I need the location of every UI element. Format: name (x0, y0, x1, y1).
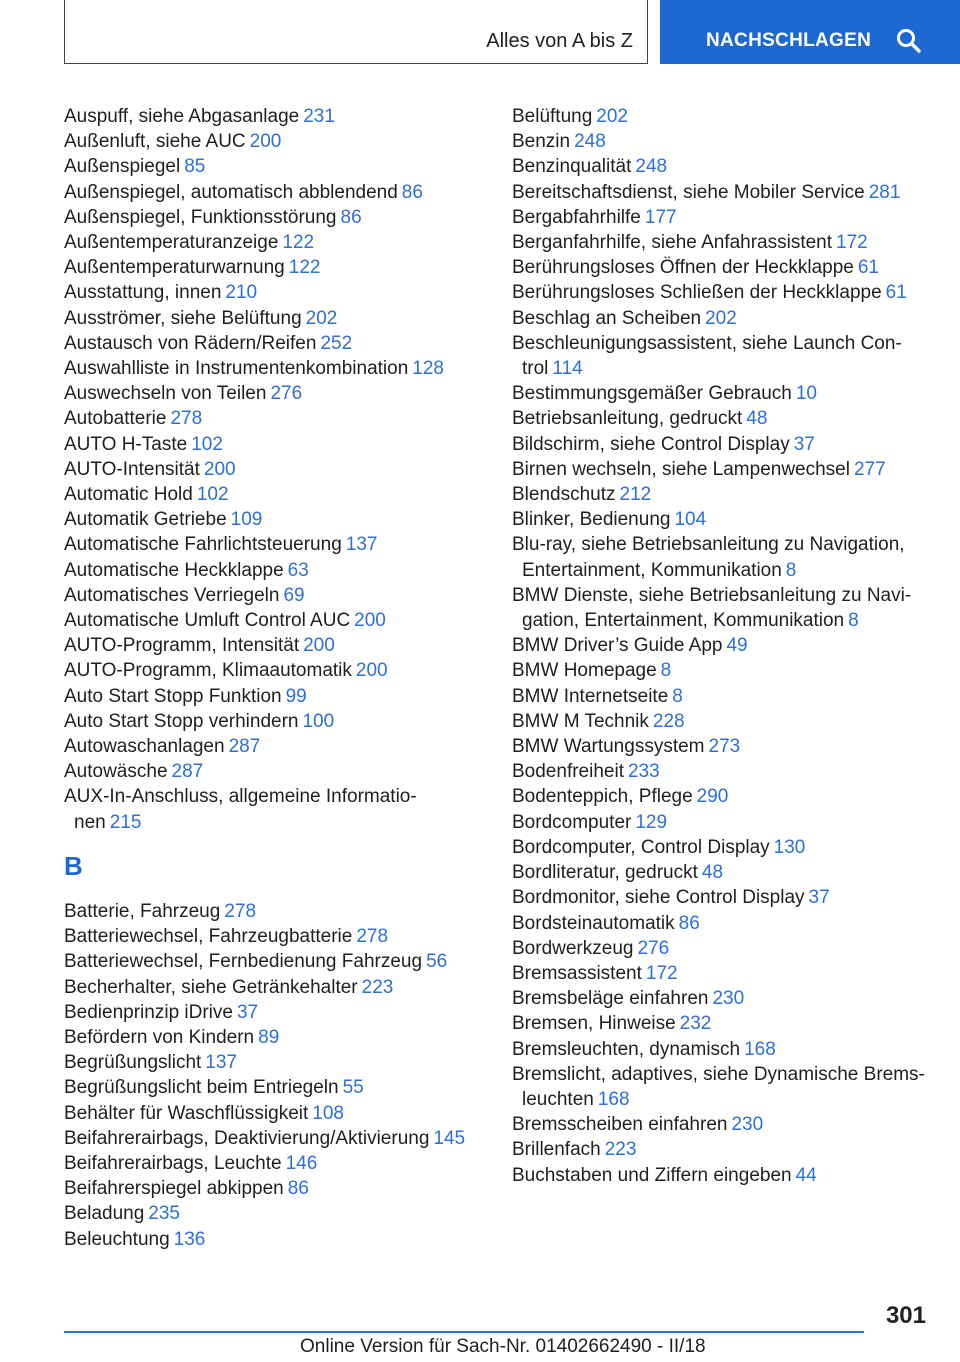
page-link[interactable]: 10 (795, 383, 817, 405)
index-term: BMW Driver’s Guide App (512, 635, 723, 657)
index-entry (64, 406, 474, 431)
index-term: Beifahrerairbags, Deaktivierung/Aktivierung (64, 1127, 430, 1149)
index-term: AUX-In-Anschluss, allgemeine Informatio- nen (64, 786, 417, 833)
index-entry (64, 734, 474, 759)
page-link[interactable]: 48 (746, 408, 768, 430)
page-link[interactable]: 223 (361, 976, 394, 998)
index-entry (512, 1062, 932, 1112)
page-link[interactable]: 228 (652, 710, 685, 732)
index-term: Bestimmungsgemäßer Gebrauch (512, 383, 792, 405)
index-term: Außenspiegel (64, 156, 181, 178)
index-term: Befördern von Kindern (64, 1026, 255, 1048)
index-term: Autobatterie (64, 408, 167, 430)
index-term: Bergabfahrhilfe (512, 206, 641, 228)
page-link[interactable]: 48 (701, 862, 724, 884)
page-link[interactable]: 277 (853, 458, 886, 480)
index-column-right (512, 104, 932, 1188)
page-link[interactable]: 136 (173, 1228, 206, 1250)
index-entry (512, 532, 932, 582)
page-link[interactable]: 232 (679, 1013, 712, 1035)
page-link[interactable]: 223 (604, 1139, 637, 1161)
page-link[interactable]: 278 (170, 408, 203, 430)
index-term: Buchstaben und Ziffern eingeben (512, 1164, 792, 1186)
index-term: Bremsassistent (512, 962, 642, 984)
index-entry (64, 457, 474, 482)
index-term: Außenspiegel, Funktionsstörung (64, 206, 337, 228)
index-term: Berührungsloses Schließen der Heckklappe (512, 282, 882, 304)
page-link[interactable]: 8 (660, 660, 672, 682)
index-term: Automatisches Verriegeln (64, 584, 280, 606)
index-list-b (64, 899, 474, 1252)
index-term: Bremsleuchten, dynamisch (512, 1038, 741, 1060)
index-term: Außenspiegel, automatisch abblendend (64, 181, 398, 203)
index-entry (64, 784, 474, 834)
page-link[interactable]: 200 (355, 660, 388, 682)
page-link[interactable]: 248 (635, 156, 668, 178)
index-term: BMW Homepage (512, 660, 657, 682)
index-entry (512, 457, 932, 482)
index-entry (512, 936, 932, 961)
index-entry (512, 280, 932, 305)
page-link[interactable]: 61 (885, 282, 907, 304)
page-link[interactable]: 287 (171, 761, 204, 783)
index-term: Bordcomputer, Control Display (512, 836, 770, 858)
page-link[interactable]: 230 (731, 1114, 764, 1136)
footer-divider (64, 1331, 864, 1333)
page-link[interactable]: 290 (696, 786, 729, 808)
page-link[interactable]: 215 (109, 811, 142, 833)
page-link[interactable]: 172 (645, 962, 678, 984)
page-link[interactable]: 61 (857, 257, 879, 279)
index-entry (64, 709, 474, 734)
index-entry (512, 406, 932, 431)
index-entry (512, 1011, 932, 1036)
index-term: Automatische Umluft Control AUC (64, 610, 351, 632)
index-entry (512, 482, 932, 507)
index-entry (64, 975, 474, 1000)
index-term: Bremslicht, adaptives, siehe Dynamische Brems- leuchten (512, 1063, 925, 1110)
index-entry (64, 1025, 474, 1050)
index-term: Auswechseln von Teilen (64, 383, 267, 405)
header-section-tab (64, 0, 648, 64)
index-entry (64, 205, 474, 230)
page-link[interactable]: 56 (426, 951, 448, 973)
index-term: Brillenfach (512, 1139, 601, 1161)
index-entry (512, 255, 932, 280)
index-term: Außentemperaturanzeige (64, 232, 279, 254)
index-term: Bordwerkzeug (512, 937, 634, 959)
index-entry (64, 924, 474, 949)
page-link[interactable]: 172 (836, 232, 868, 254)
index-entry (64, 532, 474, 557)
index-term: AUTO-Programm, Intensität (64, 635, 300, 657)
index-entry (64, 129, 474, 154)
index-entry (64, 1075, 474, 1100)
nachschlagen-nav-button[interactable] (660, 0, 960, 64)
search-icon (896, 28, 922, 54)
index-term: Benzinqualität (512, 156, 632, 178)
index-term: Begrüßungslicht beim Entriegeln (64, 1077, 339, 1099)
index-entry (512, 230, 932, 255)
page-link[interactable]: 235 (148, 1203, 180, 1225)
index-term: AUTO-Programm, Klimaautomatik (64, 660, 352, 682)
page-link[interactable]: 114 (552, 358, 583, 380)
index-term: Automatic Hold (64, 484, 193, 506)
index-entry (64, 306, 474, 331)
index-term: Benzin (512, 131, 571, 153)
index-term: BMW Dienste, siehe Betriebsanleitung zu Navi- gation, Entertainment, Kommunikation (512, 584, 912, 632)
index-term: Birnen wechseln, siehe Lampenwechsel (512, 458, 850, 480)
index-term: Bordmonitor, siehe Control Display (512, 887, 805, 909)
index-entry (512, 205, 932, 230)
index-term: Ausströmer, siehe Belüftung (64, 307, 302, 329)
index-entry (512, 860, 932, 885)
index-term: Blinker, Bedienung (512, 509, 671, 531)
page-link[interactable]: 99 (285, 685, 307, 707)
page-link[interactable]: 63 (287, 559, 309, 581)
index-term: Ausstattung, innen (64, 282, 222, 304)
index-entry (64, 1101, 474, 1126)
index-entry (64, 1126, 474, 1151)
index-entry (512, 104, 932, 129)
index-term: Bedienprinzip iDrive (64, 1001, 233, 1023)
index-term: BMW M Technik (512, 710, 649, 732)
index-entry (64, 482, 474, 507)
index-entry (512, 835, 932, 860)
page-link[interactable]: 100 (302, 710, 335, 732)
page-link[interactable]: 273 (708, 736, 741, 758)
index-entry (64, 1151, 474, 1176)
index-list-b-continued (512, 104, 932, 1188)
page-link[interactable]: 129 (635, 811, 668, 833)
index-entry (512, 759, 932, 784)
page-link[interactable]: 230 (712, 988, 745, 1010)
index-entry (512, 180, 932, 205)
page-link[interactable]: 202 (705, 307, 737, 329)
index-entry (64, 280, 474, 305)
section-letter-b: B (64, 850, 83, 881)
index-entry (512, 810, 932, 835)
index-entry (64, 331, 474, 356)
page-link[interactable]: 109 (230, 509, 263, 531)
index-term: BMW Internetseite (512, 685, 669, 707)
page-link[interactable]: 287 (228, 736, 261, 758)
page-link[interactable]: 137 (345, 534, 378, 556)
page-link[interactable]: 37 (808, 887, 830, 909)
index-entry (64, 633, 474, 658)
index-entry (64, 684, 474, 709)
index-term: Außentemperaturwarnung (64, 257, 285, 279)
index-term: Außenluft, siehe AUC (64, 131, 246, 153)
index-entry (64, 1227, 474, 1252)
page-link[interactable]: 168 (597, 1088, 630, 1110)
page-number: 301 (885, 1302, 926, 1329)
index-entry (64, 899, 474, 924)
page-link[interactable]: 276 (270, 383, 303, 405)
index-term: Berganfahrhilfe, siehe Anfahrassistent (512, 232, 833, 254)
page-link[interactable]: 44 (795, 1164, 817, 1186)
index-term: Bodenteppich, Pflege (512, 786, 693, 808)
index-entry (512, 432, 932, 457)
index-term: Belüftung (512, 106, 593, 127)
index-entry (512, 784, 932, 809)
index-entry (64, 949, 474, 974)
index-term: AUTO H-Taste (64, 433, 188, 455)
index-entry (512, 331, 932, 381)
index-entry (512, 1037, 932, 1062)
index-term: Blendschutz (512, 484, 616, 506)
page-link[interactable]: 281 (868, 181, 901, 203)
index-entry (512, 583, 932, 633)
index-entry (64, 658, 474, 683)
index-term: Automatik Getriebe (64, 509, 227, 531)
page-link[interactable]: 276 (637, 937, 670, 959)
index-term: Autowaschanlagen (64, 736, 225, 758)
index-entry (512, 1112, 932, 1137)
index-term: Autowäsche (64, 761, 168, 783)
page-link[interactable]: 248 (574, 131, 606, 153)
index-entry (512, 129, 932, 154)
index-entry (64, 1050, 474, 1075)
index-term: Betriebsanleitung, gedruckt (512, 408, 743, 430)
page-link[interactable]: 231 (303, 106, 335, 127)
page-link[interactable]: 37 (236, 1001, 259, 1023)
page-link[interactable]: 104 (674, 509, 707, 531)
page-link[interactable]: 128 (412, 358, 444, 380)
index-entry (64, 432, 474, 457)
index-entry (512, 709, 932, 734)
page-link[interactable]: 137 (205, 1052, 237, 1074)
index-entry (512, 381, 932, 406)
index-term: Beifahrerairbags, Leuchte (64, 1152, 282, 1174)
index-term: Behälter für Waschflüssigkeit (64, 1102, 309, 1124)
index-column-left (64, 104, 474, 1252)
page-link[interactable]: 55 (342, 1077, 364, 1099)
page-link[interactable]: 177 (644, 206, 677, 228)
index-term: Auspuff, siehe Abgasanlage (64, 106, 300, 127)
index-entry (512, 633, 932, 658)
page-link[interactable]: 252 (320, 332, 353, 354)
footer-version: Online Version für Sach-Nr. 01402662490 - II/18 (300, 1336, 706, 1357)
page-link[interactable]: 8 (672, 685, 683, 707)
page-link[interactable]: 200 (249, 131, 282, 153)
index-term: Batteriewechsel, Fernbedienung Fahrzeug (64, 951, 423, 973)
index-term: Bodenfreiheit (512, 761, 624, 783)
page-link[interactable]: 146 (285, 1152, 318, 1174)
index-entry (512, 1163, 932, 1188)
index-term: Bildschirm, siehe Control Display (512, 433, 790, 455)
index-entry (64, 608, 474, 633)
section-title: Alles von A bis Z (486, 30, 633, 52)
index-term: Bremsscheiben einfahren (512, 1114, 728, 1136)
index-entry (64, 507, 474, 532)
index-entry (512, 306, 932, 331)
page-link[interactable]: 130 (773, 836, 806, 858)
page-link[interactable]: 8 (848, 610, 859, 632)
page-link[interactable]: 200 (303, 635, 335, 657)
index-term: Automatische Heckklappe (64, 559, 284, 581)
index-term: Beleuchtung (64, 1228, 170, 1250)
page-link[interactable]: 102 (191, 433, 223, 455)
page-link[interactable]: 102 (196, 484, 229, 506)
page-link[interactable]: 202 (305, 307, 338, 329)
index-term: Auto Start Stopp Funktion (64, 685, 282, 707)
index-entry (64, 356, 474, 381)
index-term: Batteriewechsel, Fahrzeugbatterie (64, 926, 353, 948)
page-link[interactable]: 8 (785, 559, 797, 581)
index-term: Becherhalter, siehe Getränkehalter (64, 976, 358, 998)
index-entry (64, 583, 474, 608)
page-link[interactable]: 37 (793, 433, 815, 455)
page-link[interactable]: 122 (288, 257, 321, 279)
index-entry (64, 255, 474, 280)
index-term: Bremsen, Hinweise (512, 1013, 676, 1035)
index-term: Beschlag an Scheiben (512, 307, 702, 329)
page-link[interactable]: 145 (433, 1127, 466, 1149)
index-term: Beladung (64, 1203, 145, 1225)
page-link[interactable]: 86 (401, 181, 423, 203)
index-term: Bordliteratur, gedruckt (512, 862, 698, 884)
index-entry (512, 154, 932, 179)
index-term: Beschleunigungsassistent, siehe Launch Con- trol (512, 332, 902, 380)
index-entry (512, 658, 932, 683)
page-link[interactable]: 85 (184, 156, 206, 178)
nav-label: NACHSCHLAGEN (706, 30, 872, 51)
index-term: Auto Start Stopp verhindern (64, 710, 299, 732)
index-entry (512, 885, 932, 910)
index-term: BMW Wartungssystem (512, 736, 705, 758)
index-entry (512, 1137, 932, 1162)
page-link[interactable]: 233 (627, 761, 660, 783)
index-term: Blu-ray, siehe Betriebsanleitung zu Navigation, Entertainment, Kommunikation (512, 534, 905, 581)
index-term: AUTO-Intensität (64, 458, 200, 480)
index-list-a (64, 104, 474, 835)
index-term: Bereitschaftsdienst, siehe Mobiler Service (512, 181, 865, 203)
page-link[interactable]: 108 (312, 1102, 344, 1124)
page-link[interactable]: 86 (678, 912, 700, 934)
index-entry (64, 1176, 474, 1201)
page-link[interactable]: 202 (596, 106, 628, 127)
index-entry (512, 986, 932, 1011)
page-link[interactable]: 168 (744, 1038, 776, 1060)
index-entry (512, 684, 932, 709)
page-link[interactable]: 278 (356, 926, 389, 948)
page-link[interactable]: 278 (224, 900, 257, 922)
page-link[interactable]: 122 (282, 232, 315, 254)
index-entry (64, 381, 474, 406)
index-term: Bordsteinautomatik (512, 912, 675, 934)
index-term: Batterie, Fahrzeug (64, 900, 221, 922)
page-link[interactable]: 86 (287, 1178, 309, 1200)
index-entry (512, 507, 932, 532)
page-link[interactable]: 200 (203, 458, 236, 480)
page-link[interactable]: 69 (283, 584, 305, 606)
index-term: Begrüßungslicht (64, 1052, 202, 1074)
index-entry (64, 1000, 474, 1025)
index-entry (64, 104, 474, 129)
index-term: Berührungsloses Öffnen der Heckklappe (512, 257, 854, 279)
index-term: Automatische Fahrlichtsteuerung (64, 534, 342, 556)
index-term: Auswahlliste in Instrumentenkombination (64, 358, 409, 380)
index-entry (64, 180, 474, 205)
index-entry (64, 1201, 474, 1226)
page-link[interactable]: 200 (354, 610, 386, 632)
index-entry (512, 911, 932, 936)
page-link[interactable]: 210 (225, 282, 258, 304)
page-link[interactable]: 212 (619, 484, 652, 506)
index-entry (64, 154, 474, 179)
index-term: Austausch von Rädern/Reifen (64, 332, 317, 354)
index-term: Bordcomputer (512, 811, 632, 833)
page-link[interactable]: 86 (340, 206, 362, 228)
page-link[interactable]: 49 (726, 635, 748, 657)
index-entry (64, 230, 474, 255)
index-entry (512, 734, 932, 759)
index-term: Beifahrerspiegel abkippen (64, 1178, 284, 1200)
index-term: Bremsbeläge einfahren (512, 988, 709, 1010)
index-entry (512, 961, 932, 986)
page-link[interactable]: 89 (258, 1026, 280, 1048)
index-entry (64, 759, 474, 784)
index-entry (64, 558, 474, 583)
